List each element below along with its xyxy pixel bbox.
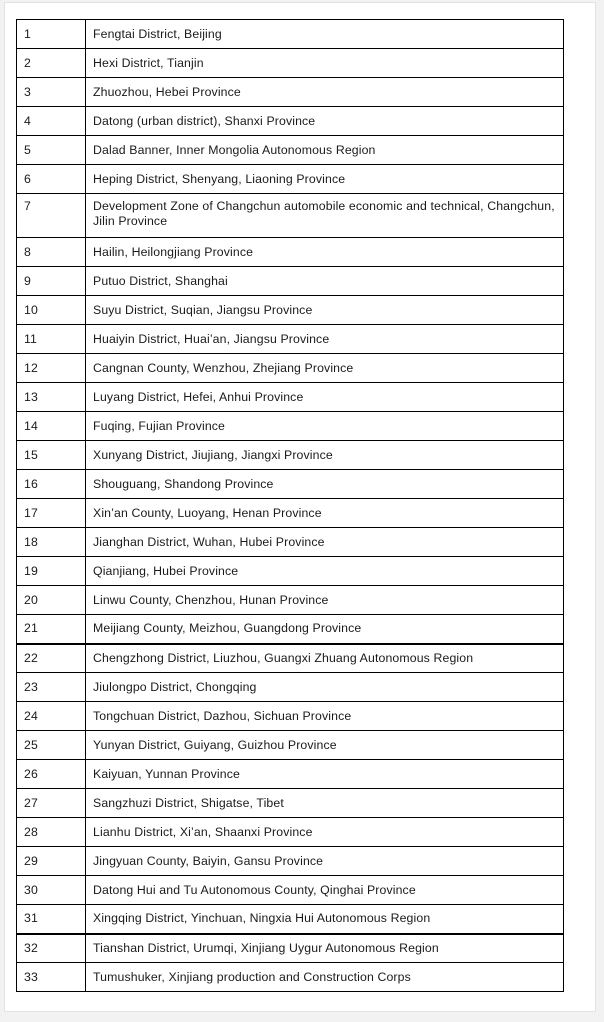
row-index-cell: 19	[17, 557, 86, 586]
table-row	[17, 528, 564, 557]
row-location-cell: Suyu District, Suqian, Jiangsu Province	[86, 296, 564, 325]
table-row	[17, 49, 564, 78]
row-index-cell: 30	[17, 876, 86, 905]
table-row	[17, 136, 564, 165]
row-index-cell: 23	[17, 673, 86, 702]
row-index-cell: 25	[17, 731, 86, 760]
row-index-cell: 14	[17, 412, 86, 441]
row-index-cell: 8	[17, 238, 86, 267]
row-location-cell: Tianshan District, Urumqi, Xinjiang Uygur Autonomous Region	[86, 934, 564, 963]
row-location-cell: Dalad Banner, Inner Mongolia Autonomous Region	[86, 136, 564, 165]
row-location-cell: Lianhu District, Xi’an, Shaanxi Province	[86, 818, 564, 847]
row-location-cell: Luyang District, Hefei, Anhui Province	[86, 383, 564, 412]
row-index-cell: 32	[17, 934, 86, 963]
row-index-cell: 7	[17, 194, 86, 238]
table-row	[17, 702, 564, 731]
locations-table	[16, 19, 564, 992]
row-location-cell: Development Zone of Changchun automobile economic and technical, Changchun, Jilin Province	[86, 194, 564, 238]
table-row	[17, 441, 564, 470]
row-index-cell: 24	[17, 702, 86, 731]
row-location-cell: Xingqing District, Yinchuan, Ningxia Hui Autonomous Region	[86, 905, 564, 934]
row-index-cell: 4	[17, 107, 86, 136]
row-location-cell: Yunyan District, Guiyang, Guizhou Province	[86, 731, 564, 760]
row-index-cell: 11	[17, 325, 86, 354]
row-location-cell: Fengtai District, Beijing	[86, 20, 564, 49]
table-row	[17, 107, 564, 136]
row-location-cell: Hailin, Heilongjiang Province	[86, 238, 564, 267]
row-location-cell: Heping District, Shenyang, Liaoning Province	[86, 165, 564, 194]
table-body	[17, 20, 564, 992]
row-location-cell: Linwu County, Chenzhou, Hunan Province	[86, 586, 564, 615]
document-page	[4, 2, 596, 1012]
row-index-cell: 13	[17, 383, 86, 412]
row-index-cell: 17	[17, 499, 86, 528]
row-location-cell: Zhuozhou, Hebei Province	[86, 78, 564, 107]
table-row	[17, 383, 564, 412]
table-row	[17, 789, 564, 818]
row-index-cell: 27	[17, 789, 86, 818]
table-row	[17, 238, 564, 267]
table-row	[17, 876, 564, 905]
row-index-cell: 3	[17, 78, 86, 107]
row-location-cell: Hexi District, Tianjin	[86, 49, 564, 78]
table-container	[16, 19, 563, 992]
row-index-cell: 1	[17, 20, 86, 49]
row-index-cell: 9	[17, 267, 86, 296]
table-row	[17, 586, 564, 615]
row-location-cell: Jianghan District, Wuhan, Hubei Province	[86, 528, 564, 557]
row-index-cell: 12	[17, 354, 86, 383]
table-row	[17, 557, 564, 586]
row-location-cell: Kaiyuan, Yunnan Province	[86, 760, 564, 789]
row-index-cell: 26	[17, 760, 86, 789]
table-row	[17, 963, 564, 992]
row-index-cell: 5	[17, 136, 86, 165]
row-index-cell: 18	[17, 528, 86, 557]
row-location-cell: Tumushuker, Xinjiang production and Construction Corps	[86, 963, 564, 992]
row-index-cell: 29	[17, 847, 86, 876]
row-location-cell: Xunyang District, Jiujiang, Jiangxi Province	[86, 441, 564, 470]
row-location-cell: Meijiang County, Meizhou, Guangdong Province	[86, 615, 564, 644]
row-location-cell: Datong (urban district), Shanxi Province	[86, 107, 564, 136]
row-location-cell: Jiulongpo District, Chongqing	[86, 673, 564, 702]
table-row	[17, 818, 564, 847]
row-location-cell: Chengzhong District, Liuzhou, Guangxi Zhuang Autonomous Region	[86, 644, 564, 673]
table-row	[17, 760, 564, 789]
table-row	[17, 905, 564, 934]
row-location-cell: Sangzhuzi District, Shigatse, Tibet	[86, 789, 564, 818]
table-row	[17, 325, 564, 354]
table-row	[17, 78, 564, 107]
row-index-cell: 22	[17, 644, 86, 673]
table-row	[17, 296, 564, 325]
table-row	[17, 644, 564, 673]
table-row	[17, 499, 564, 528]
table-row	[17, 267, 564, 296]
table-row	[17, 615, 564, 644]
table-row	[17, 20, 564, 49]
table-row	[17, 673, 564, 702]
row-index-cell: 6	[17, 165, 86, 194]
row-index-cell: 21	[17, 615, 86, 644]
row-index-cell: 10	[17, 296, 86, 325]
row-location-cell: Qianjiang, Hubei Province	[86, 557, 564, 586]
row-location-cell: Fuqing, Fujian Province	[86, 412, 564, 441]
row-index-cell: 16	[17, 470, 86, 499]
row-index-cell: 31	[17, 905, 86, 934]
row-location-cell: Huaiyin District, Huai’an, Jiangsu Province	[86, 325, 564, 354]
row-index-cell: 20	[17, 586, 86, 615]
row-location-cell: Cangnan County, Wenzhou, Zhejiang Province	[86, 354, 564, 383]
table-row	[17, 412, 564, 441]
row-location-cell: Jingyuan County, Baiyin, Gansu Province	[86, 847, 564, 876]
table-row	[17, 847, 564, 876]
table-row	[17, 470, 564, 499]
row-location-cell: Datong Hui and Tu Autonomous County, Qinghai Province	[86, 876, 564, 905]
table-row	[17, 165, 564, 194]
row-index-cell: 28	[17, 818, 86, 847]
table-row	[17, 354, 564, 383]
table-row	[17, 934, 564, 963]
row-index-cell: 33	[17, 963, 86, 992]
row-location-cell: Xin’an County, Luoyang, Henan Province	[86, 499, 564, 528]
row-index-cell: 2	[17, 49, 86, 78]
table-row	[17, 194, 564, 238]
row-location-cell: Tongchuan District, Dazhou, Sichuan Province	[86, 702, 564, 731]
row-location-cell: Putuo District, Shanghai	[86, 267, 564, 296]
table-row	[17, 731, 564, 760]
row-location-cell: Shouguang, Shandong Province	[86, 470, 564, 499]
row-index-cell: 15	[17, 441, 86, 470]
